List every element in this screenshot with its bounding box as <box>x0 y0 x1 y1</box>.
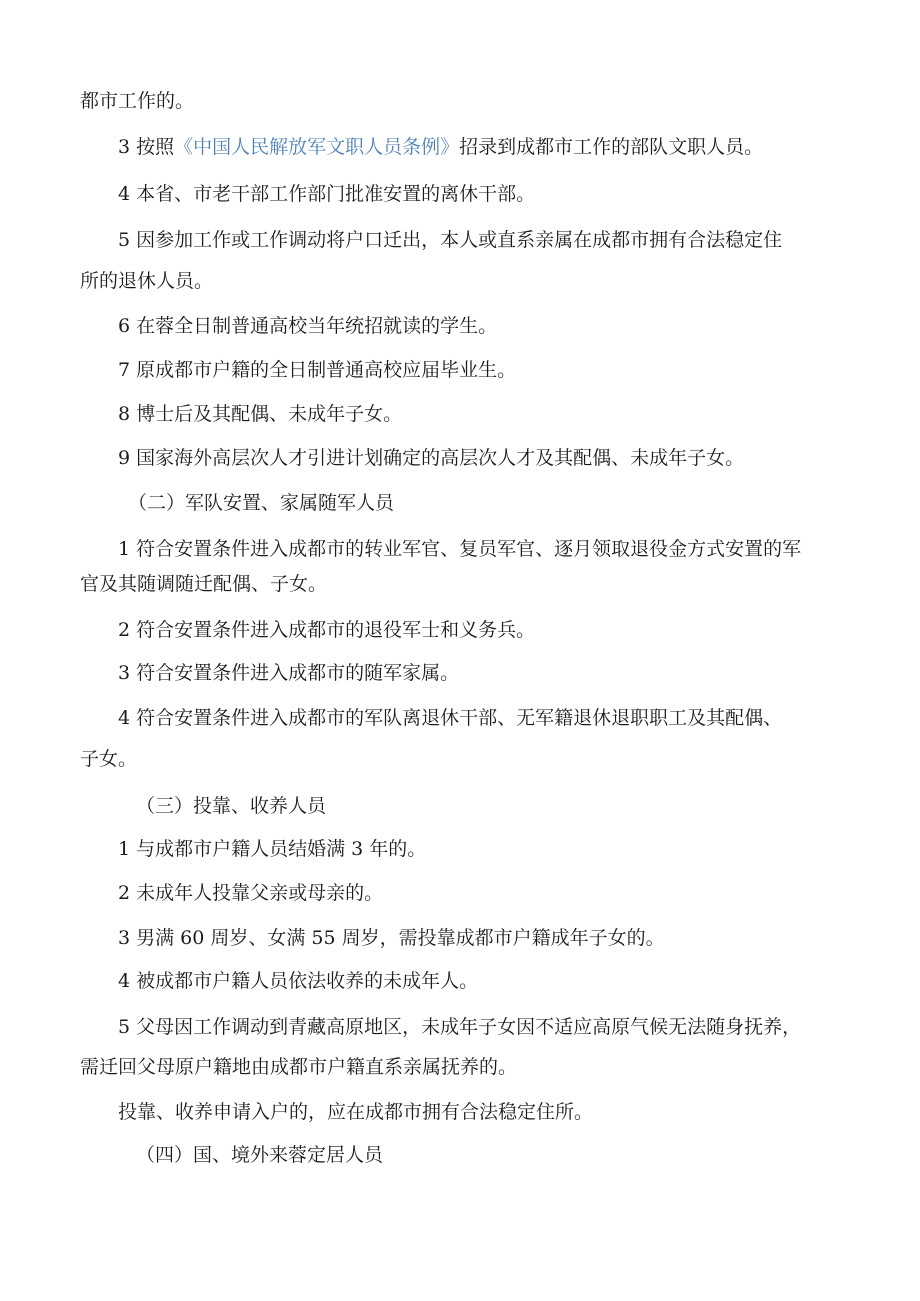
text-line: 4 符合安置条件进入成都市的军队离退休干部、无军籍退休退职职工及其配偶、 <box>118 707 783 729</box>
text-line: 都市工作的。 <box>80 90 195 112</box>
text-line: 5 父母因工作调动到青藏高原地区，未成年子女因不适应高原气候无法随身抚养， <box>118 1016 802 1038</box>
regulation-link[interactable]: 《中国人民解放军文职人员条例》 <box>174 136 460 158</box>
text-line: 8 博士后及其配偶、未成年子女。 <box>118 403 403 425</box>
text-line: 官及其随调随迁配偶、子女。 <box>80 573 328 595</box>
text-line: 子女。 <box>80 748 138 770</box>
section-heading: （二）军队安置、家属随军人员 <box>128 492 395 514</box>
text-line: 1 符合安置条件进入成都市的转业军官、复员军官、逐月领取退役金方式安置的军 <box>118 538 802 560</box>
text-line-with-link <box>118 134 763 160</box>
text-segment: 3 按照 <box>118 136 175 158</box>
text-line: 1 与成都市户籍人员结婚满 3 年的。 <box>118 838 427 860</box>
text-line: 9 国家海外高层次人才引进计划确定的高层次人才及其配偶、未成年子女。 <box>118 447 745 469</box>
text-segment: 招录到成都市工作的部队文职人员。 <box>459 136 764 158</box>
text-line: 2 未成年人投靠父亲或母亲的。 <box>118 882 384 904</box>
text-line: 3 符合安置条件进入成都市的随军家属。 <box>118 662 460 684</box>
text-line: 所的退休人员。 <box>80 270 214 292</box>
text-line: 2 符合安置条件进入成都市的退役军士和义务兵。 <box>118 619 536 641</box>
text-line: 7 原成都市户籍的全日制普通高校应届毕业生。 <box>118 359 517 381</box>
text-line: 4 本省、市老干部工作部门批准安置的离休干部。 <box>118 183 536 205</box>
text-line: 需迁回父母原户籍地由成都市户籍直系亲属抚养的。 <box>80 1056 518 1078</box>
text-line: 6 在蓉全日制普通高校当年统招就读的学生。 <box>118 315 498 337</box>
text-line: 5 因参加工作或工作调动将户口迁出，本人或直系亲属在成都市拥有合法稳定住 <box>118 229 783 251</box>
section-heading: （四）国、境外来蓉定居人员 <box>136 1144 384 1166</box>
text-line: 3 男满 60 周岁、女满 55 周岁，需投靠成都市户籍成年子女的。 <box>118 927 665 949</box>
text-line: 投靠、收养申请入户的，应在成都市拥有合法稳定住所。 <box>118 1101 594 1123</box>
section-heading: （三）投靠、收养人员 <box>136 795 327 817</box>
text-line: 4 被成都市户籍人员依法收养的未成年人。 <box>118 970 479 992</box>
